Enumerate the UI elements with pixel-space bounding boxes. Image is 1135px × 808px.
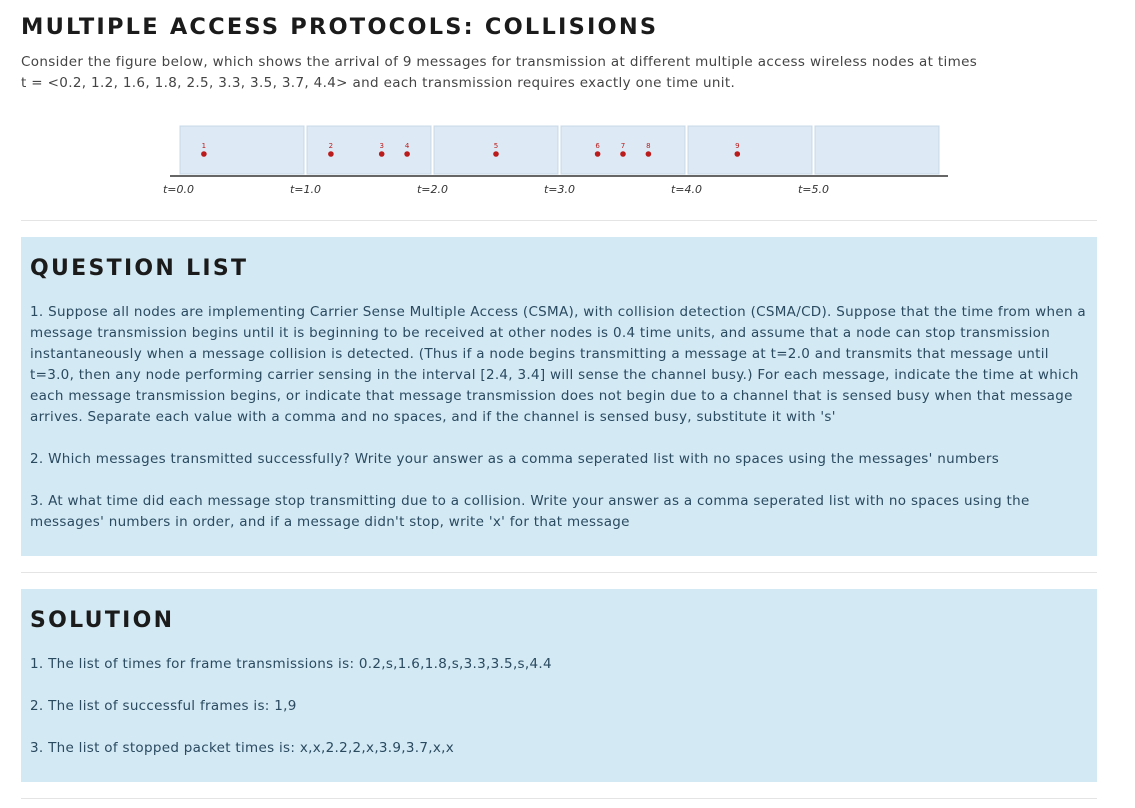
message-arrival-dot: [328, 151, 334, 157]
message-arrival-dot: [620, 151, 626, 157]
message-label: 4: [404, 142, 410, 150]
axis-tick-label: t=2.0: [416, 183, 449, 196]
message-arrival-dot: [735, 151, 741, 157]
solution-panel: [21, 589, 1097, 782]
message-arrival-dot: [493, 151, 499, 157]
time-slot-1: [307, 126, 431, 174]
intro-line-2: t = <0.2, 1.2, 1.6, 1.8, 2.5, 3.3, 3.5, 3.7, 4.4> and each transmission requires exactly one time unit.: [21, 75, 736, 91]
message-arrival-dot: [646, 151, 652, 157]
message-label: 2: [328, 142, 334, 150]
axis-tick-label: t=1.0: [289, 183, 322, 196]
message-label: 6: [595, 142, 600, 150]
message-label: 8: [646, 142, 651, 150]
message-timeline-figure: [0, 0, 1135, 210]
axis-tick-label: t=0.0: [162, 183, 195, 196]
solution-heading: SOLUTION: [30, 608, 175, 633]
time-slot-2: [434, 126, 558, 174]
time-slot-0: [180, 126, 304, 174]
message-arrival-dot: [404, 151, 410, 157]
question-2: 2. Which messages transmitted successfully? Write your answer as a comma seperated list with no spaces using the messages' numbers: [30, 451, 1000, 467]
question-1: 1. Suppose all nodes are implementing Carrier Sense Multiple Access (CSMA), with collision detection (CSMA/CD). Suppose that the time from when a message transmission begins until it is beginning to be received at other nodes is 0.4 time units, and assume that a node can stop transmission instantaneously when a message collision is detected. (Thus if a node begins transmitting a message at t=2.0 and transmits that message until t=3.0, then any node performing carrier sensing in the interval [2.4, 3.4] will sense the channel busy.) For each message, indicate the time at which each message transmission begins, or indicate that message transmission does not begin due to a channel that is sensed busy when that message arrives. Separate each value with a comma and no spaces, and if the channel is sensed busy, substitute it with 's': [30, 304, 1086, 425]
message-arrival-dot: [201, 151, 207, 157]
question-3: 3. At what time did each message stop transmitting due to a collision. Write your answer as a comma seperated list with no spaces using the messages' numbers in order, and if a message didn't stop, write 'x' for that message: [30, 493, 1030, 530]
time-slot-4: [688, 126, 812, 174]
divider-2: [21, 572, 1097, 573]
solution-3: 3. The list of stopped packet times is: x,x,2.2,2,x,3.9,3.7,x,x: [30, 740, 454, 756]
question-list-panel: [21, 237, 1097, 556]
message-label: 1: [201, 142, 207, 150]
divider-1: [21, 220, 1097, 221]
message-label: 3: [379, 142, 384, 150]
time-slot-5: [815, 126, 939, 174]
axis-tick-label: t=4.0: [670, 183, 703, 196]
message-label: 5: [493, 142, 499, 150]
solution-2: 2. The list of successful frames is: 1,9: [30, 698, 297, 714]
solution-1: 1. The list of times for frame transmissions is: 0.2,s,1.6,1.8,s,3.3,3.5,s,4.4: [30, 656, 552, 672]
intro-line-1: Consider the figure below, which shows the arrival of 9 messages for transmission at different multiple access wireless nodes at times: [21, 54, 978, 70]
divider-3: [21, 798, 1097, 799]
question-list-heading: QUESTION LIST: [30, 256, 249, 281]
time-slot-3: [561, 126, 685, 174]
message-label: 7: [620, 142, 626, 150]
message-arrival-dot: [379, 151, 385, 157]
axis-tick-label: t=3.0: [543, 183, 576, 196]
message-arrival-dot: [595, 151, 601, 157]
axis-tick-label: t=5.0: [797, 183, 830, 196]
page-title: MULTIPLE ACCESS PROTOCOLS: COLLISIONS: [21, 14, 659, 40]
message-label: 9: [735, 142, 740, 150]
